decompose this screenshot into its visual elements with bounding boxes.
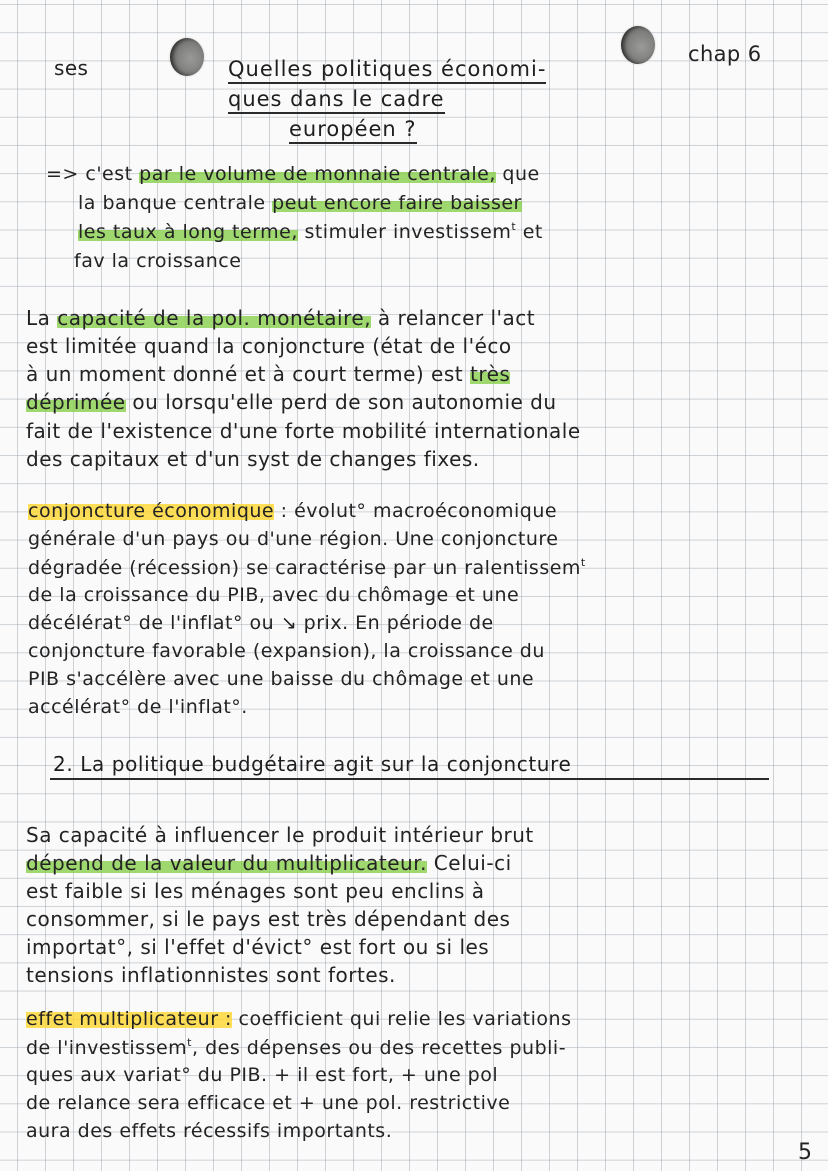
highlight-green: les taux à long terme,: [78, 221, 298, 243]
highlight-green: dépend de la valeur du multiplicateur.: [26, 851, 427, 875]
subject-label: ses: [54, 56, 89, 80]
notebook-page: ses chap 6 Quelles politiques économi- ques dans le cadre européen ? => c'est par le volume de monnaie centrale, que la banque centrale peut encore faire baisser les taux à long terme, stimuler investissem$^t$ et fav la croissance La capacité de la pol. monétaire, à relancer l'act est limitée quand la conjoncture (état de l'éco à un moment donné et à court terme) est très déprimée ou lorsqu'elle perd de son autonomie du fait de l'existence d'une forte mobilité internationale des capitaux et d'un syst de changes fixes. conjoncture économique : évolut° macroéconomique générale d'un pays ou d'une région. Une conjoncture dégradée (récession) se caractérise par un ralentissem$^t$ de la croissance du PIB, avec du chômage et une décélérat° de l'inflat° ou ↘ prix. En période de conjoncture favorable (expansion), la croissance du PIB s'accélère avec une baisse du chômage et une accélérat° de l'inflat°. 2. La politique budgétaire agit sur la conjoncture Sa capacité à influencer le produit intérieur brut dépend de la valeur du multiplicateur. Celui-ci est faible si les ménages sont peu enclins à consommer, si le pays est très dépendant des importat°, si l'effet d'évict° est fort ou si les tensions inflationnistes sont fortes. effet multiplicateur : coefficient qui relie les variations de l'investissem$^t$, des dépenses ou des recettes publi- ques aux variat° du PIB. + il est fort, + une pol de relance sera efficace et + une pol. restrictive aura des effets récessifs importants. 5: [0, 0, 828, 1171]
highlight-green: très: [469, 362, 511, 386]
title-line-3: européen ?: [289, 117, 417, 144]
highlight-green: par le volume de monnaie centrale,: [139, 163, 496, 185]
highlight-green: déprimée: [26, 390, 126, 414]
title-line-1: Quelles politiques économi-: [228, 57, 546, 84]
binder-hole-right: [621, 26, 655, 64]
binder-hole-left: [170, 38, 204, 76]
definition-term: conjoncture économique: [28, 500, 275, 522]
definition-term: effet multiplicateur :: [26, 1008, 232, 1030]
page-number: 5: [798, 1140, 813, 1165]
section-heading: 2. La politique budgétaire agit sur la conjoncture: [50, 752, 769, 780]
chapter-label: chap 6: [688, 42, 762, 66]
highlight-green: capacité de la pol. monétaire,: [57, 306, 372, 330]
highlight-green: peut encore faire baisser: [272, 192, 522, 214]
title-line-2: ques dans le cadre: [228, 87, 445, 114]
